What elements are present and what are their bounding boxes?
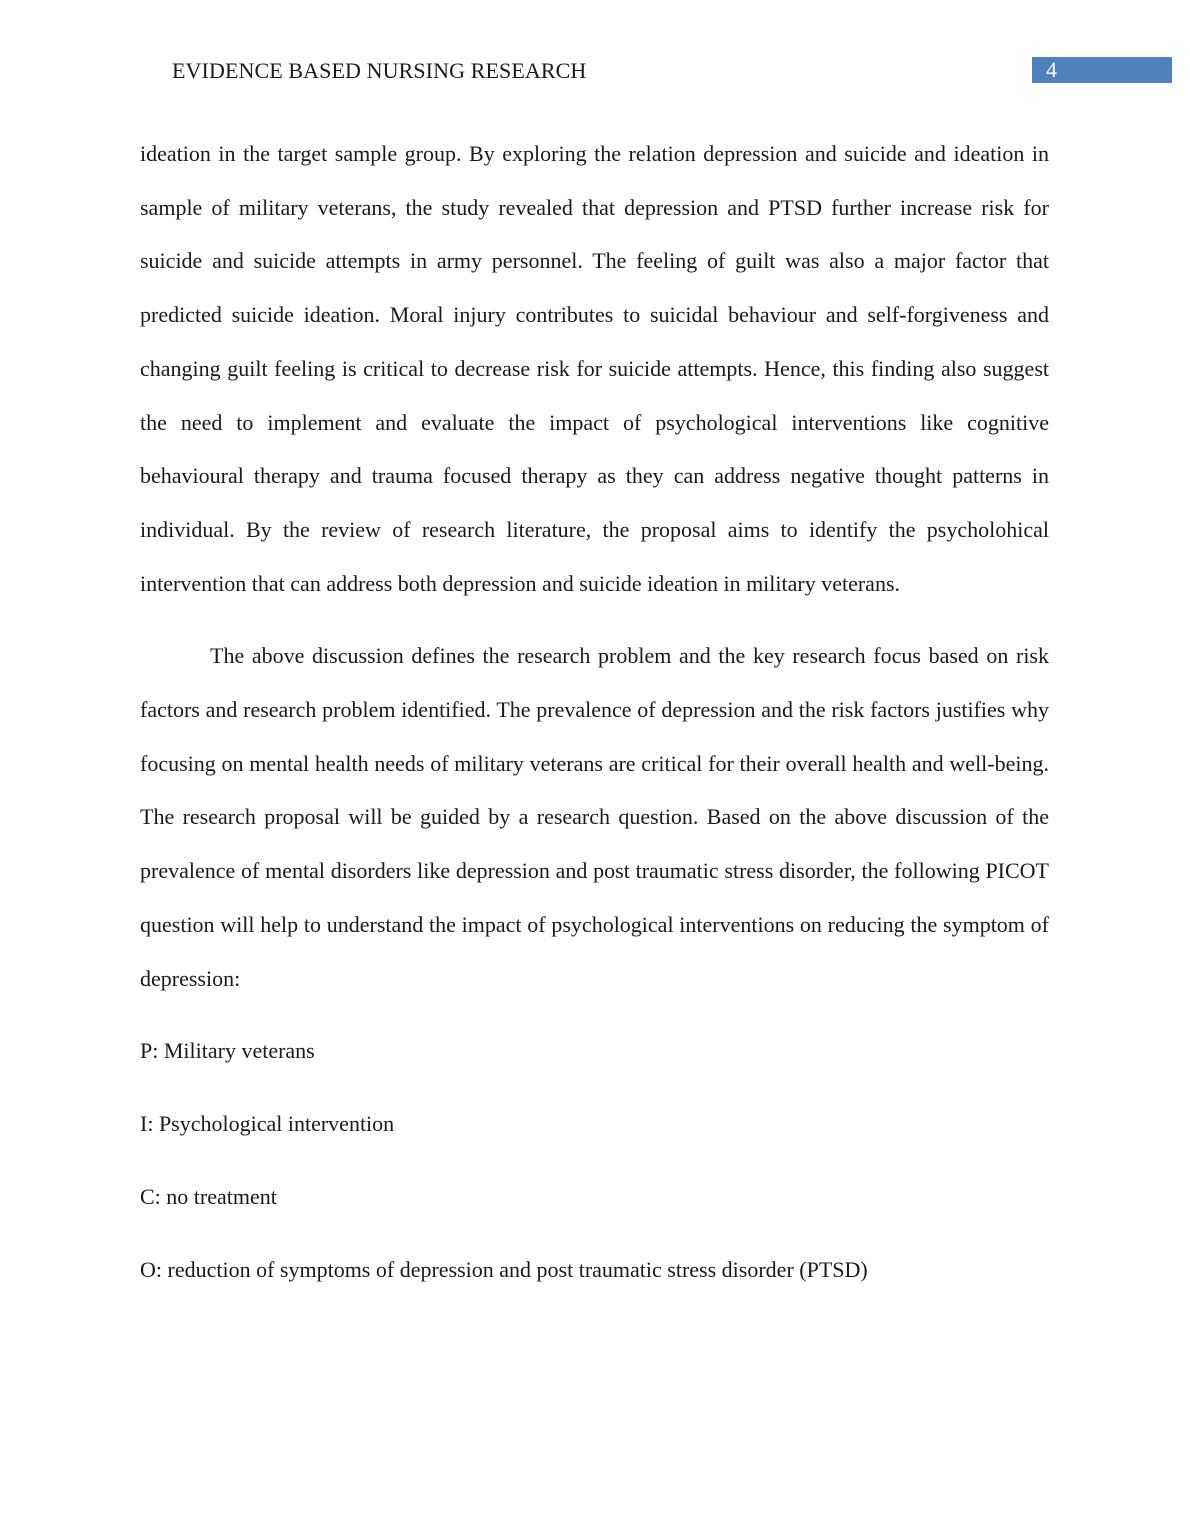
page-number-badge — [1032, 57, 1172, 83]
page-number: 4 — [1046, 57, 1057, 82]
picot-outcome: O: reduction of symptoms of depression and post traumatic stress disorder (PTSD) — [140, 1257, 868, 1283]
picot-comparison: C: no treatment — [140, 1184, 277, 1210]
body-paragraph-1: ideation in the target sample group. By exploring the relation depression and suicide and ideation in sample of military veterans, the study revealed that depression and PTSD further increase risk for suicide and suicide attempts in army personnel. The feeling of guilt was also a major factor that predicted suicide ideation. Moral injury contributes to suicidal behaviour and self-forgiveness and changing guilt feeling is critical to decrease risk for suicide attempts. Hence, this finding also suggest the need to implement and evaluate the impact of psychological interventions like cognitive behavioural therapy and trauma focused therapy as they can address negative thought patterns in individual. By the review of research literature, the proposal aims to identify the psycholohical intervention that can address both depression and suicide ideation in military veterans. — [140, 141, 1049, 596]
document-body — [140, 127, 1049, 1316]
body-paragraph-2: The above discussion defines the research problem and the key research focus based on risk factors and research problem identified. The prevalence of depression and the risk factors justifies why focusing on mental health needs of military veterans are critical for their overall health and well-being. The research proposal will be guided by a research question. Based on the above discussion of the prevalence of mental disorders like depression and post traumatic stress disorder, the following PICOT question will help to understand the impact of psychological interventions on reducing the symptom of depression: — [140, 643, 1049, 991]
running-header-title: EVIDENCE BASED NURSING RESEARCH — [172, 58, 587, 83]
picot-population: P: Military veterans — [140, 1038, 315, 1064]
picot-intervention: I: Psychological intervention — [140, 1111, 395, 1137]
